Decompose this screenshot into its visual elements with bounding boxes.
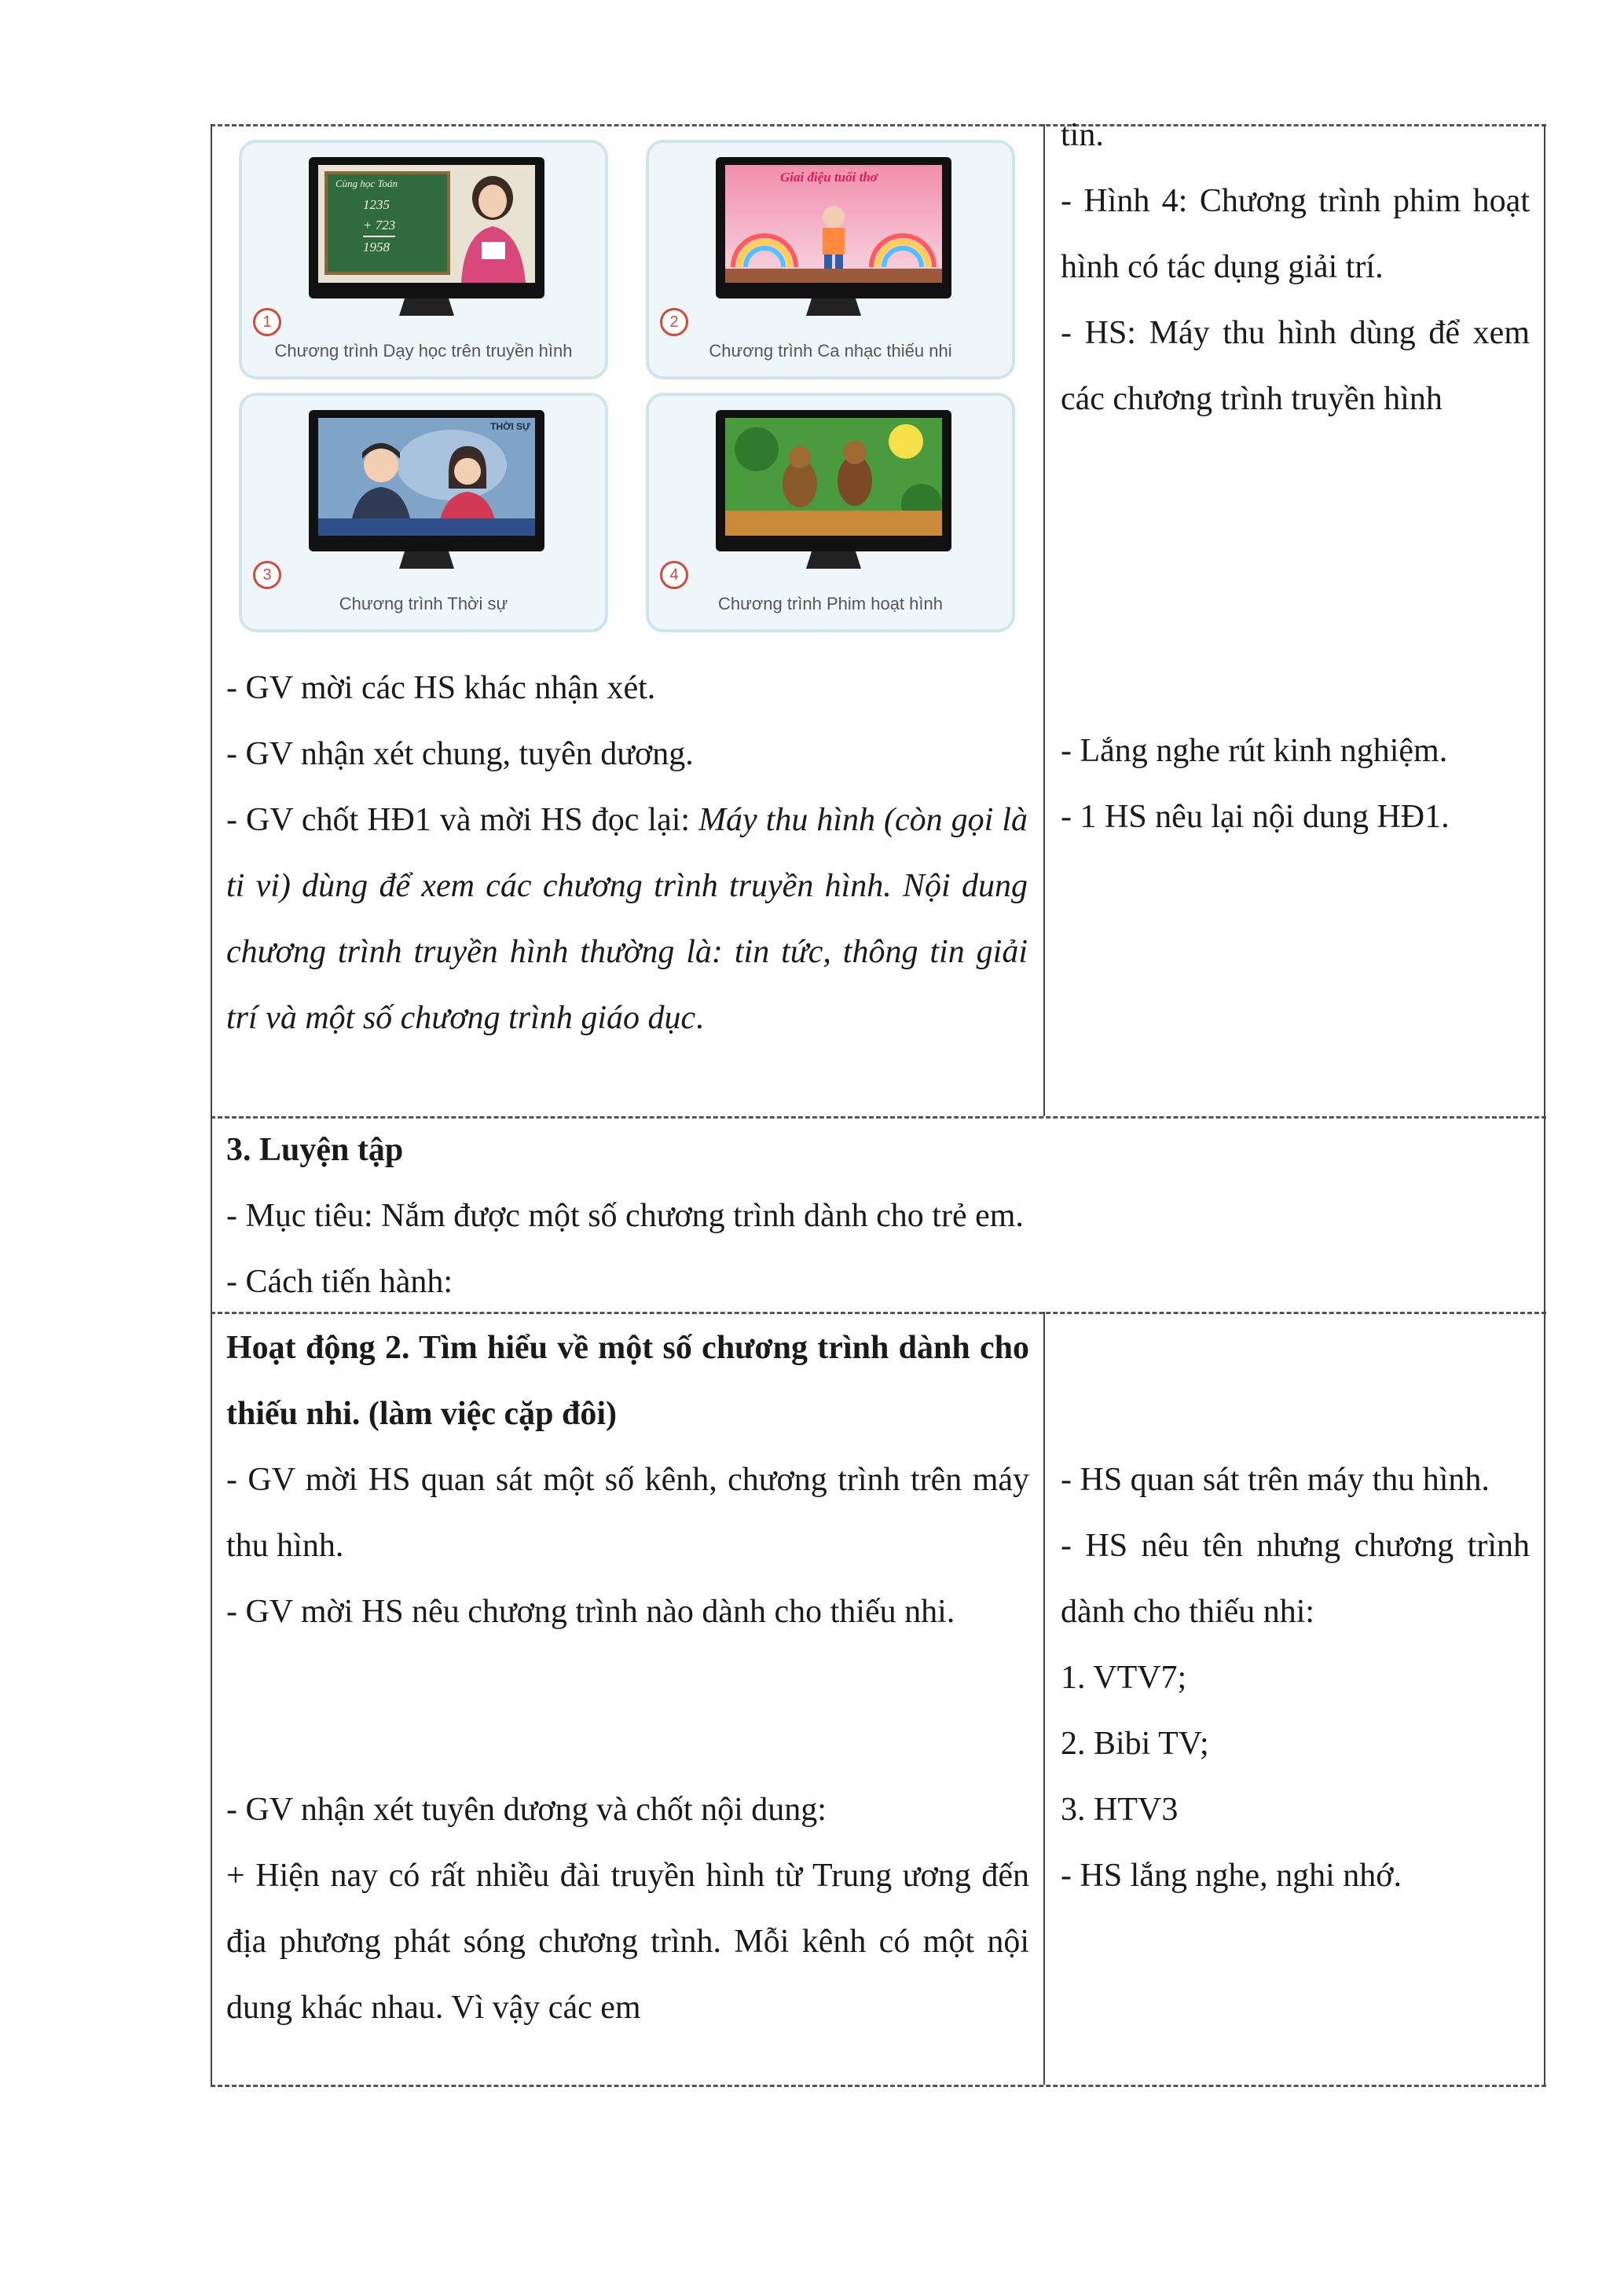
tv-stand	[806, 298, 861, 316]
student-step: - Hình 4: Chương trình phim hoạt hình có tác dụng giải trí.	[1061, 183, 1530, 285]
conclusion-end: .	[695, 1000, 704, 1036]
student-step: - HS: Máy thu hình dùng để xem các chương trình truyền hình	[1061, 315, 1530, 417]
show-banner: Giai điệu tuổi thơ	[780, 170, 878, 185]
student-step: tin.	[1061, 117, 1104, 153]
student-step: - 1 HS nêu lại nội dung HĐ1.	[1061, 799, 1450, 835]
teacher-step: - GV mời HS quan sát một số kênh, chương trình trên máy thu hình.	[226, 1462, 1029, 1564]
figure-number-badge: 3	[253, 561, 281, 589]
student-step: - Lắng nghe rút kinh nghiệm.	[1061, 733, 1448, 769]
column-divider-row1	[1043, 124, 1045, 1116]
conclusion-prefix: - GV chốt HĐ1 và mời HS đọc lại:	[226, 802, 699, 838]
section-heading: 3. Luyện tập	[226, 1132, 404, 1168]
tv-icon	[309, 410, 544, 551]
chalkboard	[324, 171, 450, 275]
figure-caption: Chương trình Ca nhạc thiếu nhi	[709, 341, 952, 361]
tv-stand	[399, 298, 454, 316]
figure-card-news	[239, 393, 608, 632]
tv-icon	[716, 410, 951, 551]
conclusion-italic: Máy thu hình (còn gọi là ti vi) dùng để xem các chương trình truyền hình. Nội dung chương trình truyền hình thường là: tin tức, thông tin giải trí và một số chương trình giáo dục	[226, 802, 1028, 1036]
tv-icon	[716, 157, 951, 298]
student-step: - HS nêu tên nhưng chương trình dành cho thiếu nhi:	[1061, 1528, 1530, 1630]
figure-number-badge: 2	[660, 308, 688, 336]
lesson-table	[211, 117, 1546, 2085]
student-step: - HS quan sát trên máy thu hình.	[1061, 1462, 1490, 1498]
tv-stand	[399, 551, 454, 569]
tv-program-figure	[239, 140, 1017, 643]
table-border-left	[211, 124, 212, 2085]
teacher-step: + Hiện nay có rất nhiều đài truyền hình từ Trung ương đến địa phương phát sóng chương trình. Mỗi kênh có một nội dung khác nhau. Vì vậy các em	[226, 1858, 1029, 2026]
teacher-conclusion	[226, 787, 1028, 1051]
channel-item: 3. HTV3	[1061, 1792, 1179, 1828]
board-line: 1235	[363, 197, 390, 212]
table-border-bottom	[211, 2085, 1546, 2087]
channel-item: 2. Bibi TV;	[1061, 1726, 1209, 1762]
figure-caption: Chương trình Phim hoạt hình	[718, 594, 943, 613]
news-anchors-illustration	[318, 418, 535, 536]
teacher-step: - GV mời HS nêu chương trình nào dành cho thiếu nhi.	[226, 1594, 955, 1630]
teacher-step: - GV nhận xét tuyên dương và chốt nội dung:	[226, 1792, 827, 1828]
row1-student-column-lower	[1061, 718, 1530, 850]
section-practice	[226, 1117, 1531, 1315]
student-step: - HS lắng nghe, nghi nhớ.	[1061, 1858, 1402, 1894]
figure-caption: Chương trình Dạy học trên truyền hình	[274, 341, 573, 361]
row3-student-column	[1061, 1447, 1530, 1909]
row3-teacher-column	[226, 1315, 1029, 2041]
board-line: + 723	[363, 218, 396, 233]
section-method: - Cách tiến hành:	[226, 1264, 453, 1300]
activity-heading: Hoạt động 2. Tìm hiểu về một số chương trình dành cho thiếu nhi. (làm việc cặp đôi)	[226, 1330, 1029, 1432]
figure-card-teaching	[239, 140, 608, 379]
board-line: 1958	[363, 236, 395, 258]
column-divider-row3	[1043, 1312, 1045, 2085]
table-border-right	[1544, 124, 1545, 2085]
section-goal: - Mục tiêu: Nắm được một số chương trình dành cho trẻ em.	[226, 1198, 1024, 1234]
teacher-figure	[450, 170, 535, 283]
channel-item: 1. VTV7;	[1061, 1660, 1187, 1696]
tv-stand	[806, 551, 861, 569]
rainbow-stage-illustration	[725, 181, 942, 283]
board-title: Cùng học Toán	[335, 178, 398, 189]
row1-student-column	[1061, 102, 1530, 432]
cartoon-scene-illustration	[725, 418, 942, 536]
news-tag: THỜI SỰ	[490, 421, 530, 432]
row1-teacher-column	[226, 655, 1028, 1051]
figure-card-music	[646, 140, 1015, 379]
figure-caption: Chương trình Thời sự	[339, 594, 508, 613]
teacher-step: - GV nhận xét chung, tuyên dương.	[226, 736, 694, 772]
teacher-step: - GV mời các HS khác nhận xét.	[226, 670, 656, 706]
board-lines	[363, 195, 395, 258]
figure-number-badge: 4	[660, 561, 688, 589]
figure-number-badge: 1	[253, 308, 281, 336]
figure-card-cartoon	[646, 393, 1015, 632]
tv-icon	[309, 157, 544, 298]
